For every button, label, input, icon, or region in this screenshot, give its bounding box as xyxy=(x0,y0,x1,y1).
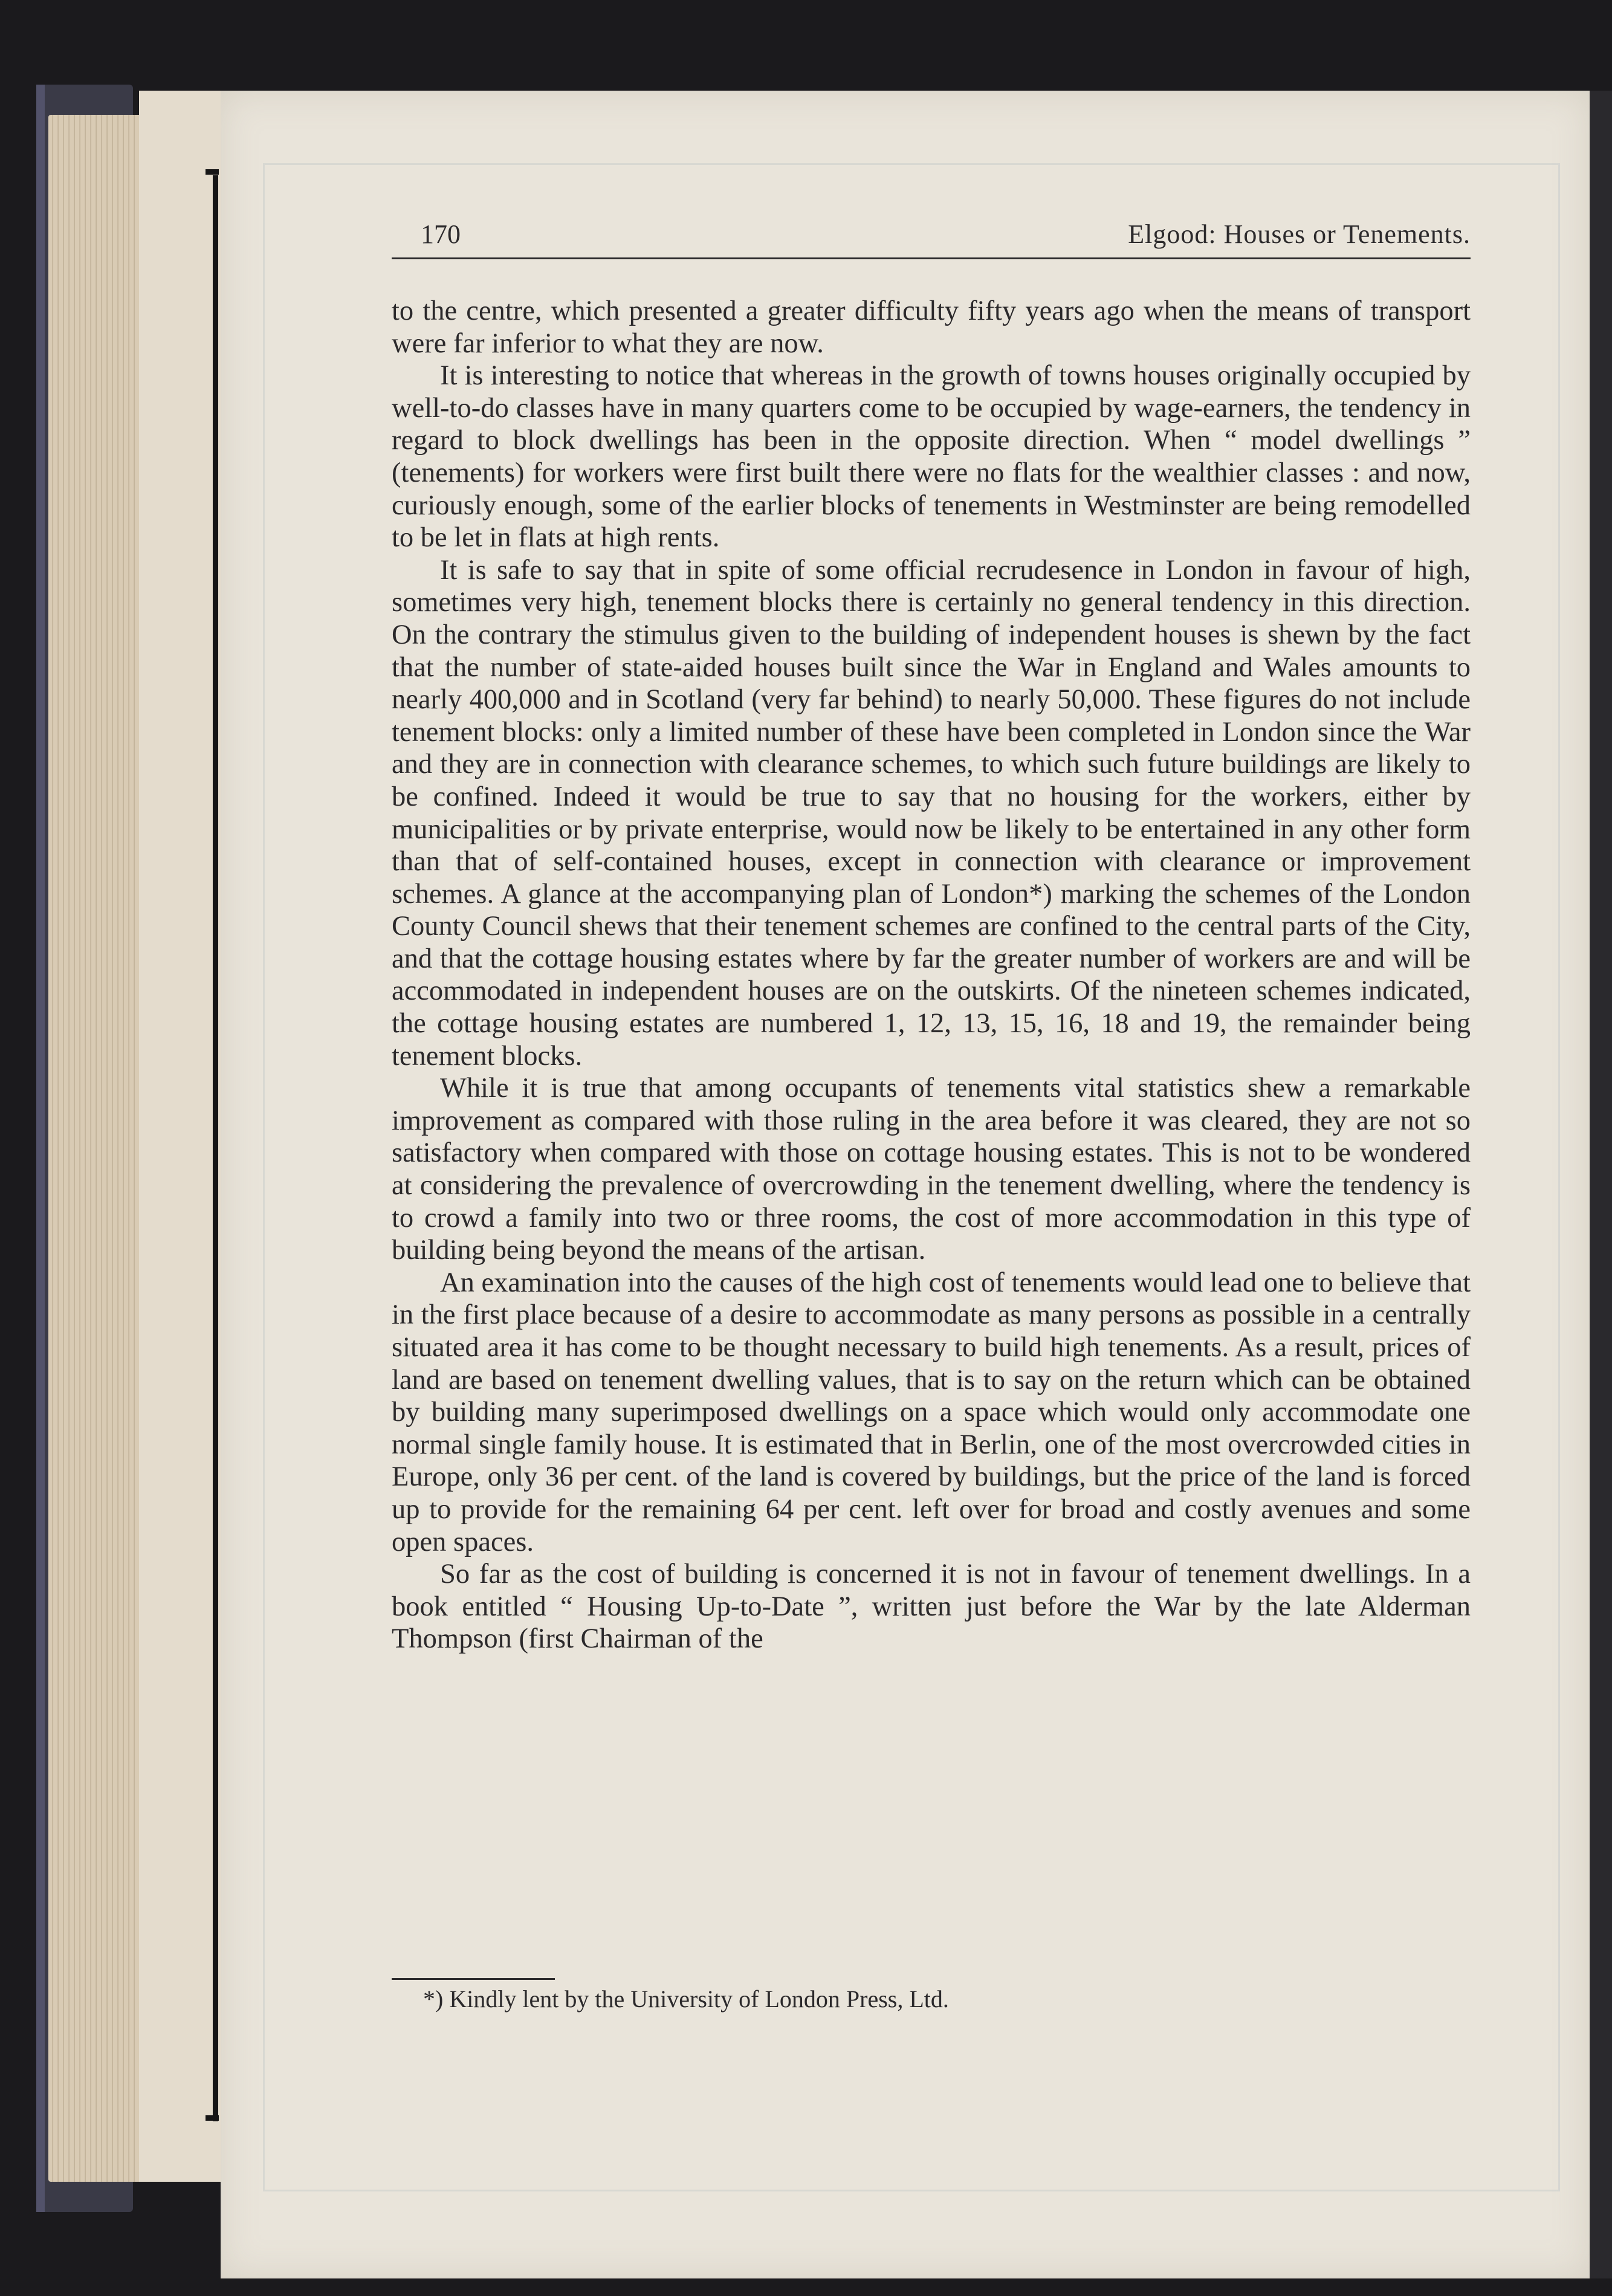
body-text xyxy=(392,295,1471,1655)
running-title: Elgood: Houses or Tenements. xyxy=(1128,219,1471,249)
margin-rule xyxy=(213,175,218,2121)
page-number: 170 xyxy=(421,219,461,249)
footnote-rule xyxy=(392,1978,555,1980)
margin-rule-bottom-tick xyxy=(206,2115,219,2121)
paragraph-2: It is interesting to notice that whereas in the growth of towns houses originally occupied by well-to-do classes have in many quarters come to be occupied by wage-earners, the tendency in regard to block dwellings has been in the opposite direction. When “ model dwellings ” (tenements) for workers were first built there were no flats for the wealthier classes : and now, curiously enough, some of the earlier blocks of tenements in Westminster are being remodelled to be let in flats at high rents. xyxy=(392,360,1471,554)
paragraph-6: So far as the cost of building is concerned it is not in favour of tenement dwellings. In a book entitled “ Housing Up-to-Date ”, written just before the War by the late Alderman Thompson (first Chairman of the xyxy=(392,1559,1471,1655)
paragraph-5: An examination into the causes of the high cost of tenements would lead one to believe that in the first place because of a desire to accommodate as many persons as possible in a centrally situated area it has come to be thought necessary to build high tenements. As a result, prices of land are based on tenement dwelling values, that is to say on the return which can be obtained by building many superimposed dwellings on a space which would only accommodate one normal single family house. It is estimated that in Berlin, one of the most overcrowded cities in Europe, only 36 per cent. of the land is covered by buildings, but the price of the land is forced up to provide for the remaining 64 per cent. left over for broad and costly avenues and some open spaces. xyxy=(392,1267,1471,1557)
paragraph-3: It is safe to say that in spite of some official recrudesence in London in favour of high, sometimes very high, tenement blocks there is certainly no general tendency in this direction. On the contrary the stimulus given to the building of independent houses is shewn by the fact that the number of state-aided houses built since the War in England and Wales amounts to nearly 400,000 and in Scotland (very far behind) to nearly 50,000. These figures do not include tenement blocks: only a limited number of these have been completed in London since the War and they are in connection with clearance schemes, to which such future buildings are likely to be confined. Indeed it would be true to say that no housing for the workers, either by municipalities or by private enterprise, would now be likely to be entertained in any other form than that of self-contained houses, except in connection with clearance or improvement schemes. A glance at the accompanying plan of London*) marking the schemes of the London County Council shews that their tenement schemes are confined to the central parts of the City, and that the cottage housing estates where by far the greater number of workers are and will be accommodated in independent houses are on the outskirts. Of the nineteen schemes indicated, the cottage housing estates are numbered 1, 12, 13, 15, 16, 18 and 19, the remainder being tenement blocks. xyxy=(392,554,1471,1072)
page-header xyxy=(392,219,1471,261)
footnote: *) Kindly lent by the University of London Press, Ltd. xyxy=(423,1985,949,2013)
margin-rule-top-tick xyxy=(206,169,219,175)
cover-spine-strip xyxy=(36,85,45,2212)
header-rule xyxy=(392,257,1471,259)
paragraph-1: to the centre, which presented a greater difficulty fifty years ago when the means of transport were far inferior to what they are now. xyxy=(392,296,1471,359)
paragraph-4: While it is true that among occupants of tenements vital statistics shew a remarkable improvement as compared with those ruling in the area before it was cleared, they are not so satisfactory when compared with those on cottage housing estates. This is not to be wondered at considering the prevalence of overcrowding in the tenement dwelling, where the tendency is to crowd a family into two or three rooms, the cost of more accommodation in this type of building being beyond the means of the artisan. xyxy=(392,1073,1471,1266)
background-right-edge xyxy=(1590,91,1612,2278)
